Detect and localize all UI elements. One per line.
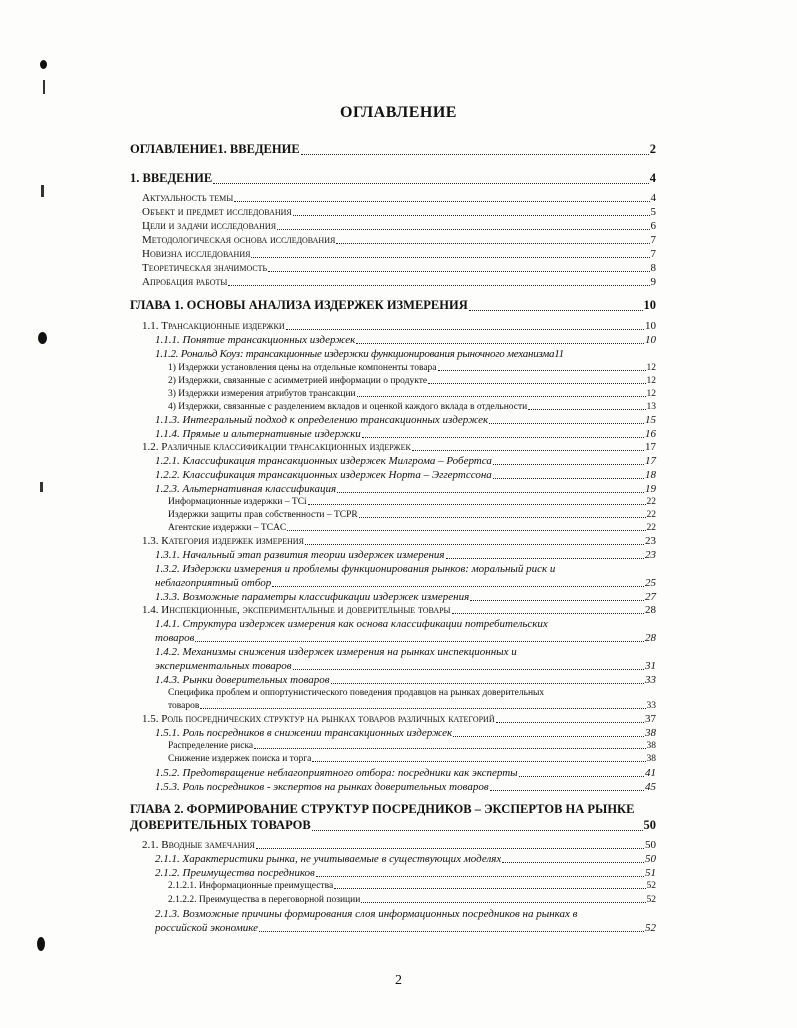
toc-entry-title: 1.1. Трансакционные издержки <box>142 320 285 332</box>
toc-leader <box>361 902 645 903</box>
toc-entry-page: 17 <box>645 455 656 467</box>
toc-entry-title: российской экономике <box>155 922 259 934</box>
toc-entry-page: 10 <box>645 320 656 332</box>
toc-entry-title: 2.1. Вводные замечания <box>142 839 255 851</box>
toc-entry-page: 10 <box>645 334 656 346</box>
toc-entry-page: 38 <box>646 754 656 764</box>
toc-entry[interactable] <box>155 428 656 440</box>
toc-leader <box>293 669 644 670</box>
toc-entry[interactable] <box>168 510 656 520</box>
toc-entry-first-line[interactable]: Специфика проблем и оппортунистического поведения продавцов на рынках доверительных <box>168 688 545 698</box>
toc-entry-page: 38 <box>646 741 656 751</box>
toc-entry-page: 9 <box>650 276 656 288</box>
toc-entry-title: Снижение издержек поиска и торга <box>168 754 312 764</box>
toc-leader <box>272 586 644 587</box>
toc-entry[interactable] <box>168 701 656 711</box>
toc-entry-title: 1.4. Инспекционные, экспериментальные и доверительные товары <box>142 604 451 616</box>
toc-entry-page: 18 <box>645 469 656 481</box>
toc-entry[interactable] <box>130 298 656 313</box>
toc-entry[interactable] <box>130 171 656 186</box>
toc-entry-title: 1.3. Категория издержек измерения <box>142 535 304 547</box>
toc-entry-title: 1.1.3. Интегральный подход к определению трансакционных издержек <box>155 414 489 426</box>
toc-entry-page: 12 <box>646 376 656 386</box>
toc-entry[interactable] <box>168 402 656 412</box>
toc-leader <box>362 437 644 438</box>
toc-entry[interactable] <box>155 549 656 561</box>
toc-entry[interactable] <box>155 483 656 495</box>
toc-entry[interactable] <box>130 818 656 833</box>
toc-leader <box>268 271 649 272</box>
toc-entry-page: 38 <box>645 727 656 739</box>
toc-entry[interactable] <box>142 248 656 260</box>
toc-entry[interactable] <box>130 142 656 157</box>
toc-entry[interactable] <box>155 469 656 481</box>
toc-entry-page: 10 <box>643 298 656 312</box>
toc-leader <box>469 310 643 311</box>
toc-entry-page: 6 <box>650 220 656 232</box>
toc-leader <box>293 215 650 216</box>
toc-leader <box>356 343 644 344</box>
toc-entry[interactable] <box>155 767 656 779</box>
toc-entry-page: 8 <box>650 262 656 274</box>
toc-leader <box>213 183 649 184</box>
toc-entry[interactable] <box>155 591 656 603</box>
toc-entry[interactable] <box>168 376 656 386</box>
toc-entry-page: 23 <box>645 535 656 547</box>
toc-leader <box>519 776 644 777</box>
toc-entry[interactable] <box>142 535 656 547</box>
toc-entry-page: 5 <box>650 206 656 218</box>
toc-entry-page: 23 <box>645 549 656 561</box>
toc-entry[interactable] <box>155 348 656 360</box>
toc-entry[interactable] <box>155 853 656 865</box>
toc-entry-title: 1.5.1. Роль посредников в снижении трансакционных издержек <box>155 727 453 739</box>
toc-leader <box>308 504 646 505</box>
toc-entry-title: 1.5.2. Предотвращение неблагоприятного отбора: посредники как эксперты <box>155 767 518 779</box>
toc-entry[interactable] <box>155 455 656 467</box>
toc-entry-page: 7 <box>650 234 656 246</box>
page-title: ОГЛАВЛЕНИЕ <box>340 104 457 121</box>
toc-leader <box>336 243 649 244</box>
toc-entry[interactable] <box>168 754 656 764</box>
toc-entry-title: Актуальность темы <box>142 192 234 204</box>
toc-entry-title: Цели и задачи исследования <box>142 220 277 232</box>
toc-entry-title: 1.3.3. Возможные параметры классификации издержек измерения <box>155 591 470 603</box>
scan-artifact <box>40 482 43 492</box>
toc-entry[interactable] <box>168 389 656 399</box>
toc-entry[interactable] <box>142 276 656 288</box>
toc-entry-page: 12 <box>646 363 656 373</box>
toc-leader <box>412 450 644 451</box>
toc-entry-page: 37 <box>645 713 656 725</box>
toc-entry-title: 1.5.3. Роль посредников - экспертов на рынках доверительных товаров <box>155 781 489 793</box>
toc-entry-page: 4 <box>650 192 656 204</box>
toc-entry[interactable] <box>142 262 656 274</box>
toc-entry-title: Издержки защиты прав собственности – TCPR <box>168 510 358 520</box>
toc-leader <box>312 761 645 762</box>
toc-entry-page: 15 <box>645 414 656 426</box>
scan-artifact <box>38 332 47 344</box>
toc-entry[interactable] <box>142 220 656 232</box>
toc-entry-title: 1.1.4. Прямые и альтернативные издержки <box>155 428 361 440</box>
toc-entry-first-line[interactable]: 1.3.2. Издержки измерения и проблемы функционирования рынков: моральный риск и <box>155 563 556 575</box>
toc-entry[interactable] <box>168 497 656 507</box>
toc-leader <box>254 748 645 749</box>
toc-leader <box>452 613 644 614</box>
toc-entry[interactable] <box>142 839 656 851</box>
toc-entry-page: 33 <box>645 674 656 686</box>
toc-leader <box>301 154 649 155</box>
toc-leader <box>316 876 644 877</box>
toc-leader <box>200 708 645 709</box>
toc-entry-page: 52 <box>645 922 656 934</box>
toc-entry[interactable] <box>155 660 656 672</box>
toc-leader <box>277 229 649 230</box>
toc-entry-page: 13 <box>646 402 656 412</box>
toc-leader <box>470 600 644 601</box>
toc-leader <box>493 478 644 479</box>
toc-leader <box>357 396 646 397</box>
toc-leader <box>228 285 649 286</box>
toc-entry-page: 50 <box>645 839 656 851</box>
toc-entry[interactable] <box>142 206 656 218</box>
toc-entry-page: 28 <box>645 604 656 616</box>
toc-entry[interactable] <box>155 922 656 934</box>
toc-entry-title: 1.2.2. Классификация трансакционных издержек Норта – Эггертссона <box>155 469 492 481</box>
toc-entry[interactable] <box>142 320 656 332</box>
toc-entry-page: 33 <box>646 701 656 711</box>
toc-entry[interactable] <box>168 895 656 905</box>
toc-entry[interactable] <box>142 713 656 725</box>
toc-entry[interactable] <box>155 632 656 644</box>
toc-entry-title: Распределение риска <box>168 741 254 751</box>
toc-entry-title: экспериментальных товаров <box>155 660 292 672</box>
toc-entry-title: Методологическая основа исследования <box>142 234 336 246</box>
toc-leader <box>453 736 644 737</box>
toc-entry-page: 52 <box>646 881 656 891</box>
toc-leader <box>286 329 644 330</box>
toc-entry-title: 2.1.2. Преимущества посредников <box>155 867 315 879</box>
toc-entry-page: 12 <box>646 389 656 399</box>
toc-entry-title: 1.4.3. Рынки доверительных товаров <box>155 674 330 686</box>
toc-leader <box>334 888 645 889</box>
toc-leader <box>331 683 644 684</box>
toc-entry-page: 11 <box>554 348 564 360</box>
toc-entry-title: Агентские издержки – TCAC <box>168 523 287 533</box>
toc-leader <box>496 722 644 723</box>
toc-entry-title: Новизна исследования <box>142 248 251 260</box>
toc-entry-title: 2.1.2.1. Информационные преимущества <box>168 881 334 891</box>
toc-entry-page: 27 <box>645 591 656 603</box>
toc-entry-first-line[interactable]: 1.4.2. Механизмы снижения издержек измерения на рынках инспекционных и <box>155 646 517 658</box>
toc-leader <box>312 830 643 831</box>
toc-entry-title: ГЛАВА 1. ОСНОВЫ АНАЛИЗА ИЗДЕРЖЕК ИЗМЕРЕНИЯ <box>130 298 468 312</box>
toc-entry-page: 22 <box>646 497 656 507</box>
toc-entry-title: 1.1.1. Понятие трансакционных издержек <box>155 334 356 346</box>
toc-leader <box>305 544 644 545</box>
toc-entry[interactable] <box>155 727 656 739</box>
toc-entry-page: 28 <box>645 632 656 644</box>
toc-entry-page: 51 <box>645 867 656 879</box>
toc-entry[interactable] <box>155 414 656 426</box>
toc-entry-title: товаров <box>155 632 195 644</box>
toc-leader <box>234 201 649 202</box>
scan-artifact <box>41 185 44 197</box>
toc-entry-title: ДОВЕРИТЕЛЬНЫХ ТОВАРОВ <box>130 818 311 832</box>
toc-entry[interactable] <box>155 577 656 589</box>
toc-entry-title: 1.2.1. Классификация трансакционных издержек Милгрома – Робертса <box>155 455 492 467</box>
toc-entry[interactable] <box>142 234 656 246</box>
toc-entry-title: 1) Издержки установления цены на отдельные компоненты товара <box>168 363 437 373</box>
toc-entry-page: 2 <box>649 142 656 156</box>
toc-entry[interactable] <box>155 781 656 793</box>
toc-entry[interactable] <box>142 604 656 616</box>
scan-artifact <box>43 80 45 94</box>
toc-leader <box>287 530 645 531</box>
toc-entry[interactable] <box>142 441 656 453</box>
toc-leader <box>256 848 644 849</box>
toc-leader <box>446 558 644 559</box>
toc-leader <box>489 423 644 424</box>
toc-leader <box>490 790 644 791</box>
toc-entry-title: 2.1.2.2. Преимущества в переговорной позиции <box>168 895 361 905</box>
toc-entry-title: неблагоприятный отбор <box>155 577 272 589</box>
toc-entry-page: 52 <box>646 895 656 905</box>
toc-entry-title: Объект и предмет исследования <box>142 206 292 218</box>
toc-entry-title: 2.1.1. Характеристики рынка, не учитываемые в существующих моделях <box>155 853 502 865</box>
toc-entry-title: 1.5. Роль посреднических структур на рынках товаров различных категорий <box>142 713 495 725</box>
toc-entry[interactable] <box>168 523 656 533</box>
toc-entry-page: 22 <box>646 523 656 533</box>
toc-entry-page: 50 <box>645 853 656 865</box>
page-number: 2 <box>395 973 402 988</box>
toc-entry-page: 41 <box>645 767 656 779</box>
toc-leader <box>502 862 644 863</box>
toc-leader <box>259 931 644 932</box>
toc-entry-title: 1. ВВЕДЕНИЕ <box>130 171 213 185</box>
toc-entry-title: 2) Издержки, связанные с асимметрией информации о продукте <box>168 376 428 386</box>
toc-entry-page: 17 <box>645 441 656 453</box>
toc-leader <box>337 492 644 493</box>
toc-leader <box>493 464 644 465</box>
toc-entry-first-line[interactable]: 1.4.1. Структура издержек измерения как основа классификации потребительских <box>155 618 548 630</box>
toc-entry-page: 4 <box>649 171 656 185</box>
toc-leader <box>528 409 645 410</box>
scan-artifact <box>37 937 45 951</box>
toc-entry-page: 45 <box>645 781 656 793</box>
toc-entry[interactable] <box>155 867 656 879</box>
toc-leader <box>251 257 649 258</box>
scan-artifact <box>40 60 47 69</box>
toc-entry-title: товаров <box>168 701 200 711</box>
toc-entry[interactable] <box>155 674 656 686</box>
toc-entry[interactable] <box>168 363 656 373</box>
toc-entry-page: 50 <box>643 818 656 832</box>
toc-entry[interactable] <box>155 334 656 346</box>
toc-entry-page: 25 <box>645 577 656 589</box>
toc-entry-page: 16 <box>645 428 656 440</box>
toc-entry-title: 1.2.3. Альтернативная классификация <box>155 483 337 495</box>
toc-entry-title: 1.1.2. Рональд Коуз: трансакционные издержки функционирования рыночного механизма <box>155 348 555 360</box>
toc-entry[interactable] <box>168 741 656 751</box>
toc-entry-page: 19 <box>645 483 656 495</box>
toc-entry[interactable] <box>142 192 656 204</box>
toc-entry-first-line[interactable]: ГЛАВА 2. ФОРМИРОВАНИЕ СТРУКТУР ПОСРЕДНИКОВ – ЭКСПЕРТОВ НА РЫНКЕ <box>130 802 635 816</box>
toc-entry[interactable] <box>168 881 656 891</box>
toc-entry-first-line[interactable]: 2.1.3. Возможные причины формирования слоя информационных посредников на рынках в <box>155 908 578 920</box>
toc-leader <box>438 370 646 371</box>
toc-leader <box>428 383 645 384</box>
toc-entry-title: ОГЛАВЛЕНИЕ1. ВВЕДЕНИЕ <box>130 142 300 156</box>
toc-entry-title: 4) Издержки, связанные с разделением вкладов и оценкой каждого вклада в отдельности <box>168 402 528 412</box>
toc-entry-title: Апробация работы <box>142 276 228 288</box>
toc-entry-title: Информационные издержки – TCi <box>168 497 307 507</box>
toc-entry-title: Теоретическая значимость <box>142 262 268 274</box>
toc-entry-page: 31 <box>645 660 656 672</box>
toc-entry-title: 1.2. Различные классификации трансакционных издержек <box>142 441 411 453</box>
toc-entry-page: 22 <box>646 510 656 520</box>
toc-leader <box>195 641 644 642</box>
toc-leader <box>359 517 646 518</box>
toc-entry-page: 7 <box>650 248 656 260</box>
toc-entry-title: 3) Издержки измерения атрибутов трансакции <box>168 389 356 399</box>
toc-entry-title: 1.3.1. Начальный этап развития теории издержек измерения <box>155 549 445 561</box>
